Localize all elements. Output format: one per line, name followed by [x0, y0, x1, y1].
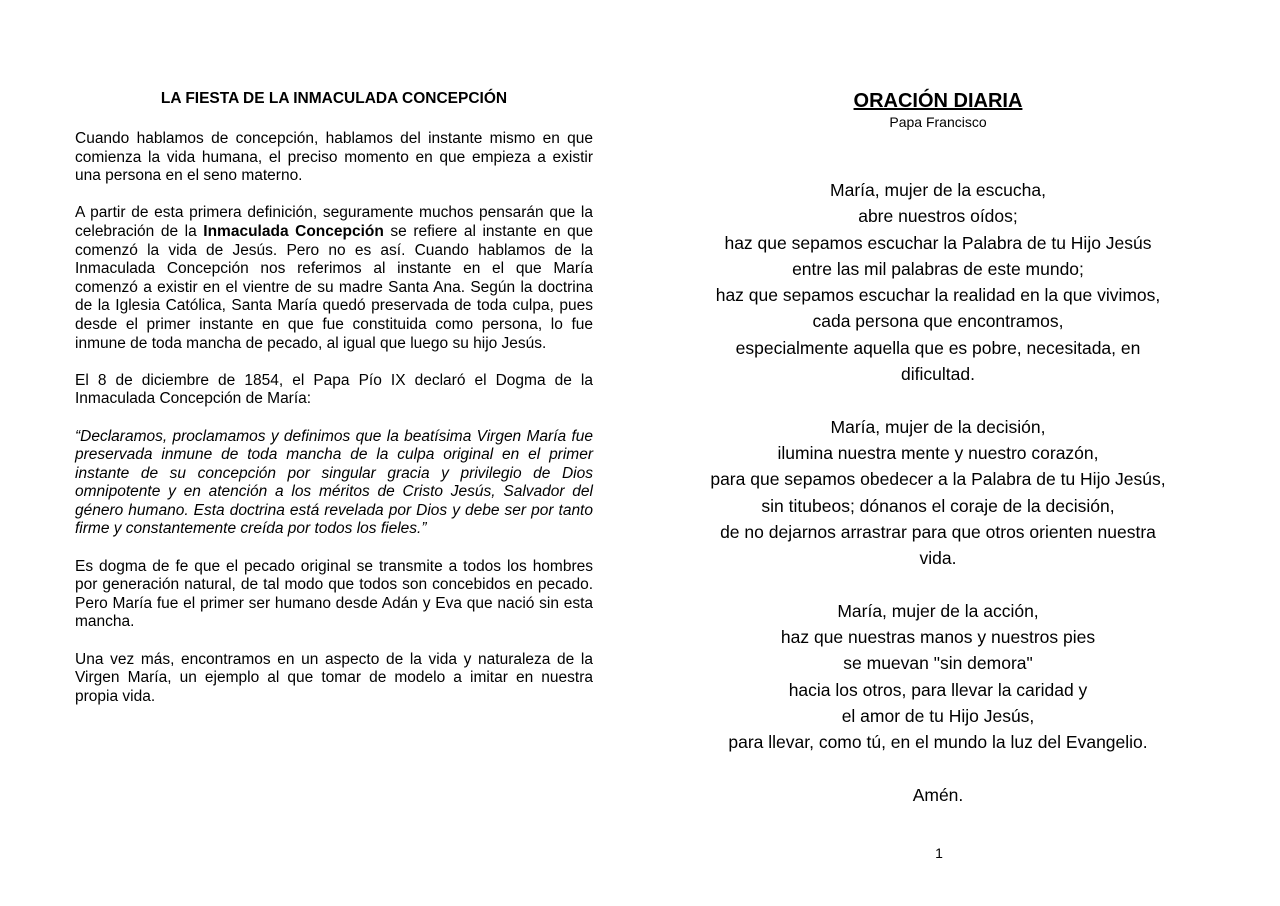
text-segment: Inmaculada Concepción: [203, 222, 384, 240]
text-segment: “Declaramos, proclamamos y definimos que la beatísima Virgen María fue preservada inmune de toda mancha de la culpa original en el primer instante de su concepción por singular gracia y privilegio de Dios omnipotente y en atención a los méritos de Cristo Jesús, Salvador del género humano. Esta doctrina está revelada por Dios y debe ser por tanto firme y constantemente creída por todos los fieles.”: [75, 427, 593, 538]
prayer-line: sin titubeos; dónanos el coraje de la decisión,: [761, 495, 1115, 516]
prayer-stanza: [683, 414, 1193, 572]
paragraph: [75, 130, 593, 186]
text-segment: Cuando hablamos de concepción, hablamos del instante mismo en que comienza la vida humana, el preciso momento en que empieza a existir una persona en el seno materno.: [75, 130, 593, 185]
paragraph: [75, 428, 593, 540]
prayer-line: ilumina nuestra mente y nuestro corazón,: [777, 442, 1099, 463]
prayer-stanza: [683, 782, 1193, 808]
text-segment: Es dogma de fe que el pecado original se transmite a todos los hombres por generación natural, de tal modo que todos son concebidos en pecado. Pero María fue el primer ser humano desde Adán y Eva que nació sin esta mancha.: [75, 557, 593, 631]
prayer-stanzas: [683, 177, 1193, 808]
prayer-line: especialmente aquella que es pobre, necesitada, en: [735, 337, 1141, 358]
paragraph: [75, 372, 593, 409]
text-segment: A partir de esta primera definición, seguramente muchos pensarán que la celebración de la: [75, 204, 593, 240]
left-column-title: LA FIESTA DE LA INMACULADA CONCEPCIÓN: [160, 90, 508, 107]
paragraph: [75, 204, 593, 353]
right-column: [683, 91, 1193, 808]
left-column: [75, 89, 593, 706]
prayer-line: haz que sepamos escuchar la Palabra de tu Hijo Jesús: [724, 232, 1152, 253]
prayer-line: haz que sepamos escuchar la realidad en la que vivimos,: [715, 285, 1161, 306]
page-number: 1: [935, 845, 943, 861]
prayer-line: vida.: [919, 548, 957, 569]
prayer-line: hacia los otros, para llevar la caridad y: [788, 679, 1088, 700]
prayer-stanza: [683, 177, 1193, 387]
prayer-line: María, mujer de la decisión,: [830, 416, 1046, 437]
prayer-line: de no dejarnos arrastrar para que otros orienten nuestra: [720, 521, 1156, 542]
prayer-line: abre nuestros oídos;: [858, 206, 1018, 227]
prayer-line: para que sepamos obedecer a la Palabra de tu Hijo Jesús,: [710, 469, 1166, 490]
prayer-line: se muevan "sin demora": [843, 653, 1033, 674]
prayer-line: dificultad.: [901, 364, 975, 385]
prayer-line: cada persona que encontramos,: [812, 311, 1064, 332]
paragraph: [75, 558, 593, 632]
prayer-line: Amén.: [912, 784, 964, 805]
prayer-line: María, mujer de la escucha,: [830, 180, 1046, 200]
prayer-line: para llevar, como tú, en el mundo la luz del Evangelio.: [728, 732, 1148, 753]
text-segment: Una vez más, encontramos en un aspecto de la vida y naturaleza de la Virgen María, un ejemplo al que tomar de modelo a imitar en nuestra propia vida.: [75, 650, 593, 705]
text-segment: se refiere al instante en que comenzó la vida de Jesús. Pero no es así. Cuando hablamos de la Inmaculada Concepción nos referimos al instante en el que María comenzó a existir en el vientre de su madre Santa Ana. Según la doctrina de la Iglesia Católica, Santa María quedó preservada de toda culpa, pues desde el primer instante en que fue constituida como persona, lo fue inmune de toda mancha de pecado, al igual que luego su hijo Jesús.: [75, 222, 593, 352]
text-segment: El 8 de diciembre de 1854, el Papa Pío IX declaró el Dogma de la Inmaculada Concepción de María:: [75, 371, 593, 408]
left-paragraphs: [75, 130, 593, 706]
right-column-title: ORACIÓN DIARIA: [853, 90, 1023, 112]
paragraph: [75, 651, 593, 707]
prayer-line: María, mujer de la acción,: [837, 600, 1039, 621]
prayer-line: entre las mil palabras de este mundo;: [792, 258, 1084, 279]
prayer-line: haz que nuestras manos y nuestros pies: [780, 627, 1096, 648]
prayer-line: el amor de tu Hijo Jesús,: [841, 705, 1035, 726]
prayer-stanza: [683, 598, 1193, 756]
right-column-subtitle: Papa Francisco: [889, 114, 987, 130]
